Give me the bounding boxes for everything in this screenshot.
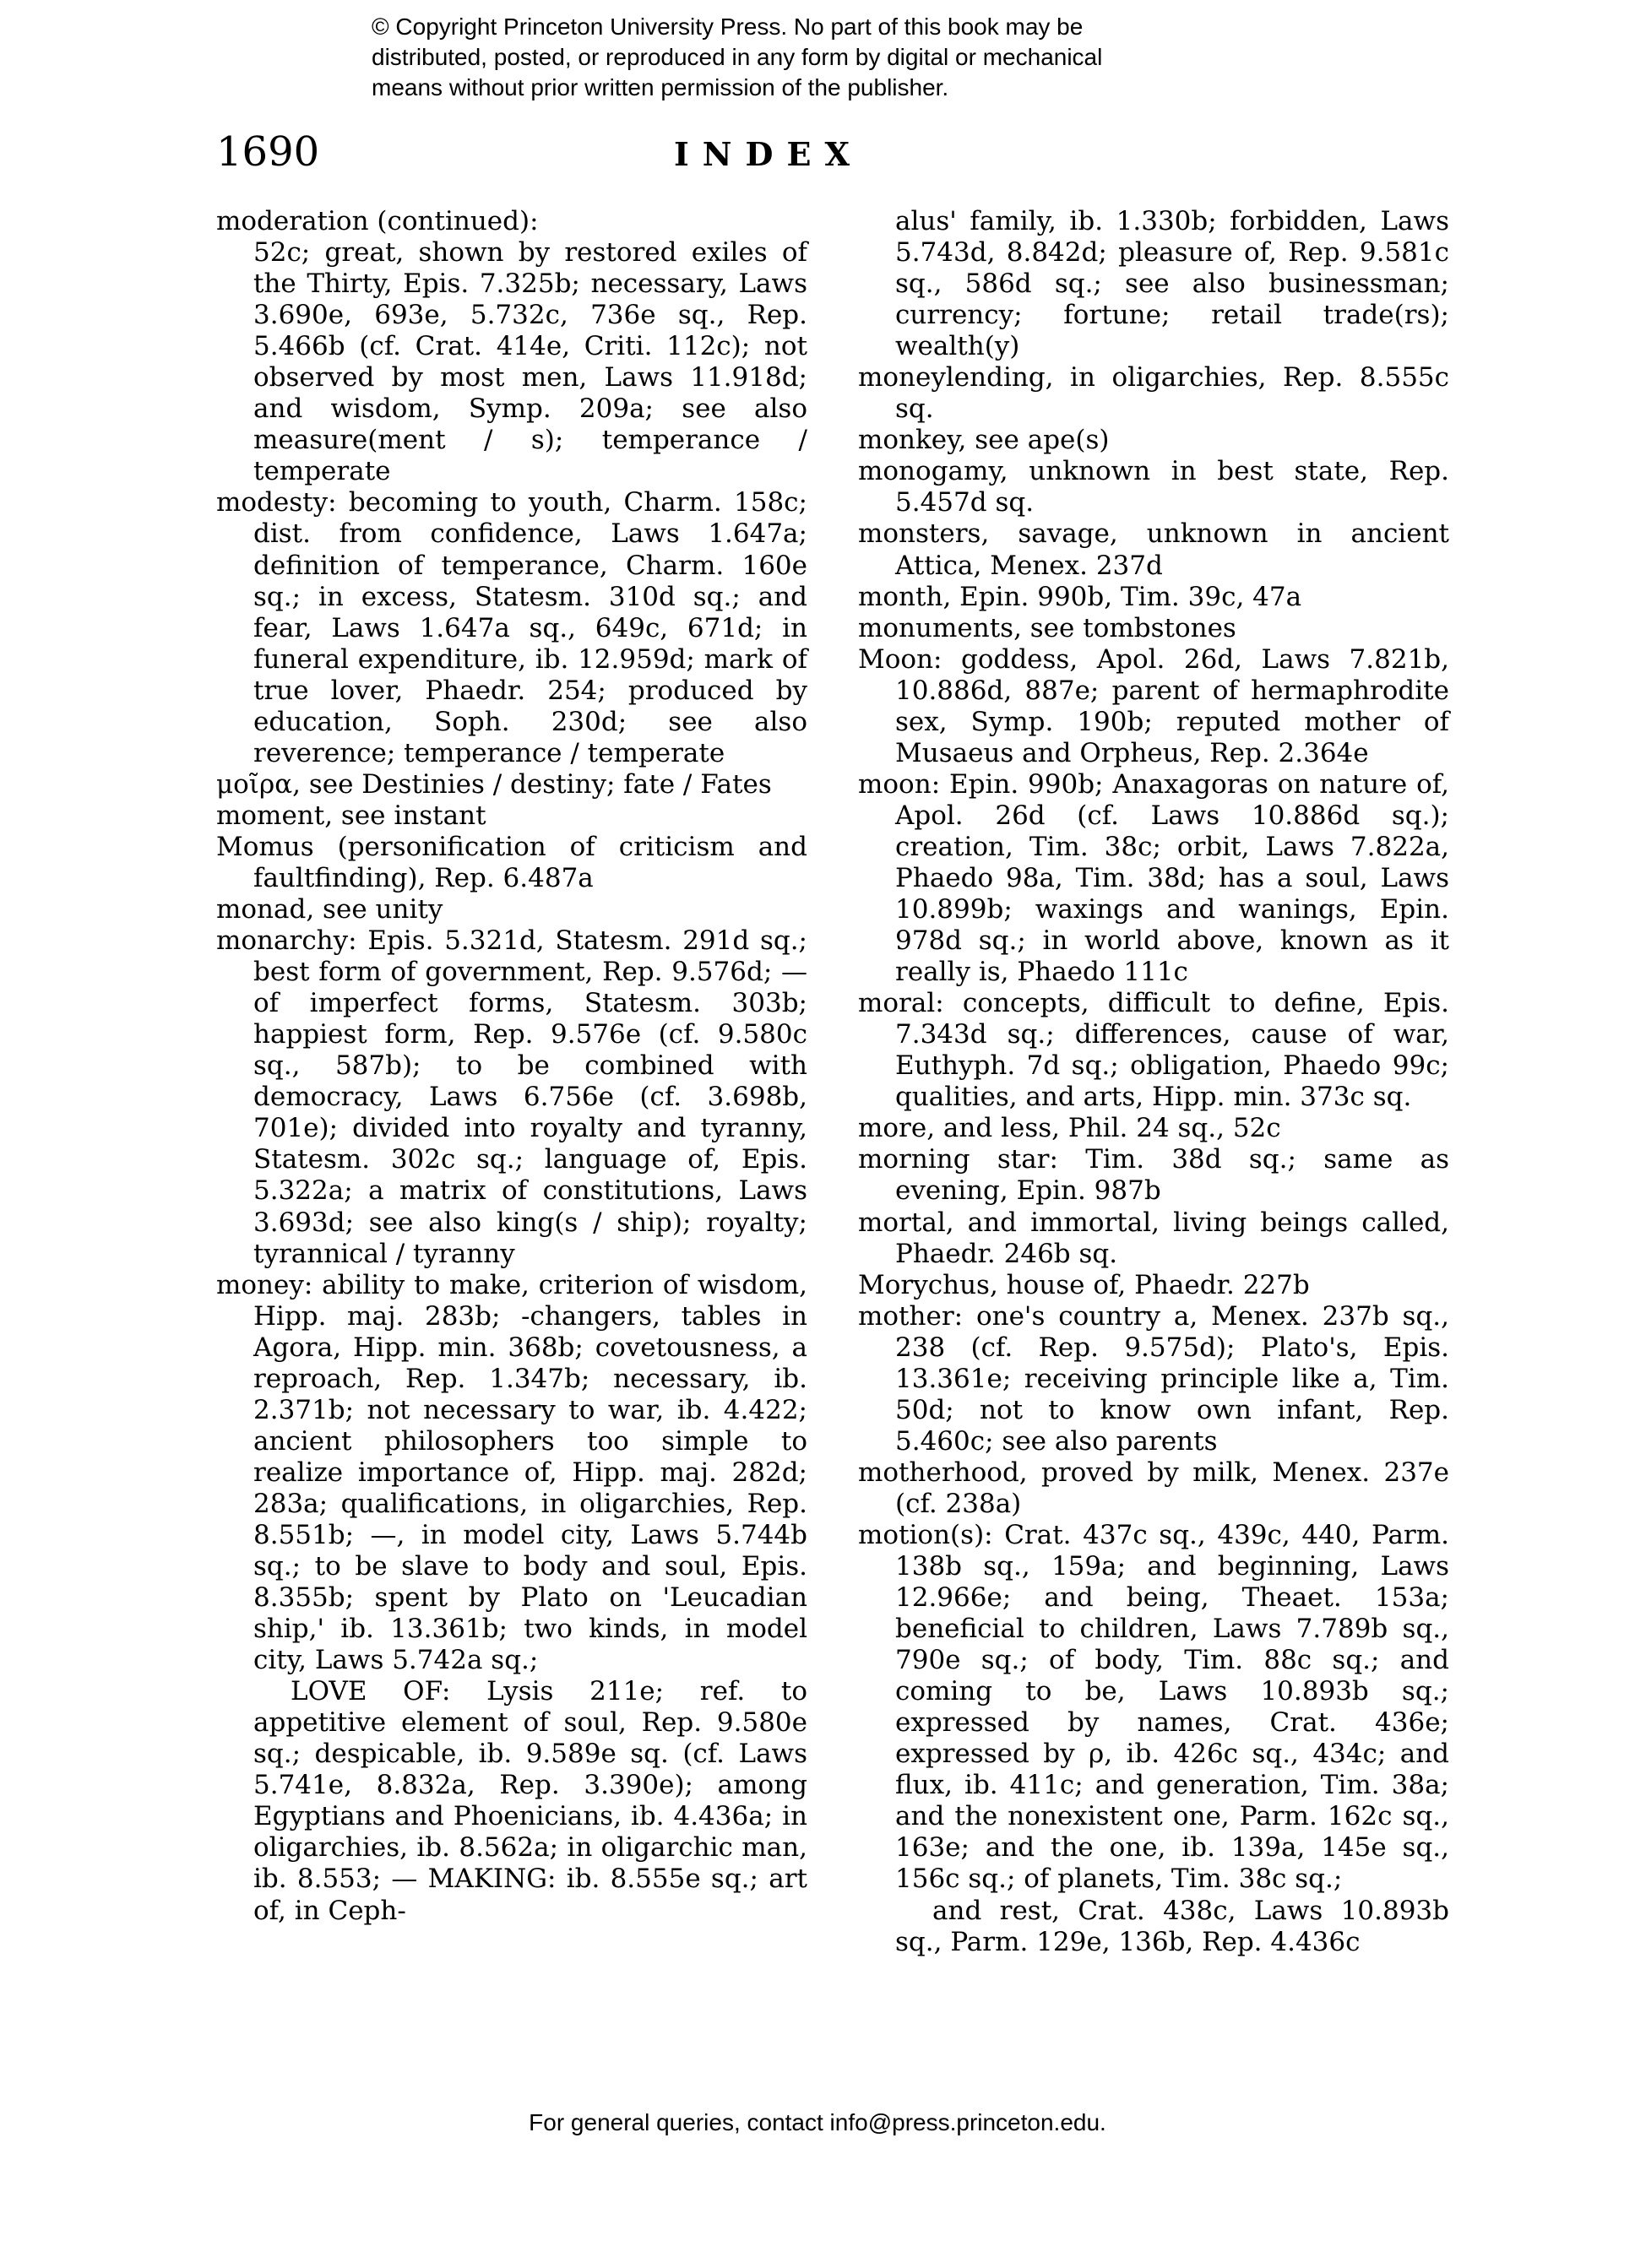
index-entry: modesty: becoming to youth, Charm. 158c; dist. from confidence, Laws 1.647a; definition of temperance, Charm. 160e sq.; in excess, Statesm. 310d sq.; and fear, Laws 1.647a sq., 649c, 671d; in funeral expenditure, ib. 12.959d; mark of true lover, Phaedr. 254; produced by education, Soph. 230d; see also reverence; temperance / temperate bbox=[216, 487, 807, 768]
copyright-line-3: means without prior written permission of the publisher. bbox=[372, 74, 949, 100]
index-entry: monsters, savage, unknown in ancient Attica, Menex. 237d bbox=[858, 518, 1449, 581]
index-entry: 52c; great, shown by restored exiles of the Thirty, Epis. 7.325b; necessary, Laws 3.690e, 693e, 5.732c, 736e sq., Rep. 5.466b (cf. Crat. 414e, Criti. 112c); not observed by most men, Laws 11.918d; and wisdom, Symp. 209a; see also measure(ment / s); temperance / temperate bbox=[253, 237, 807, 487]
footer-contact: For general queries, contact info@press.princeton.edu. bbox=[529, 2109, 1106, 2135]
index-entry: moon: Epin. 990b; Anaxagoras on nature of, Apol. 26d (cf. Laws 10.886d sq.); creation, Tim. 38c; orbit, Laws 7.822a, Phaedo 98a, Tim. 38d; has a soul, Laws 10.899b; waxings and wanings, Epin. 978d sq.; in world above, known as it really is, Phaedo 111c bbox=[858, 768, 1449, 988]
index-entry: LOVE OF: Lysis 211e; ref. to appetitive element of soul, Rep. 9.580e sq.; despicable, ib. 9.589e sq. (cf. Laws 5.741e, 8.832a, Rep. 3.390e); among Egyptians and Phoenicians, ib. 4.436a; in oligarchies, ib. 8.562a; in oligarchic man, ib. 8.553; — MAKING: ib. 8.555e sq.; art of, in Ceph- bbox=[253, 1676, 807, 1926]
index-entry: motherhood, proved by milk, Menex. 237e (cf. 238a) bbox=[858, 1457, 1449, 1519]
page-number: 1690 bbox=[216, 128, 320, 176]
index-entry: moral: concepts, difficult to define, Epis. 7.343d sq.; differences, cause of war, Euthyph. 7d sq.; obligation, Phaedo 99c; qualities, and arts, Hipp. min. 373c sq. bbox=[858, 988, 1449, 1113]
index-entry: moneylending, in oligarchies, Rep. 8.555c sq. bbox=[858, 362, 1449, 425]
index-column-left bbox=[216, 206, 807, 1927]
index-entry: morning star: Tim. 38d sq.; same as evening, Epin. 987b bbox=[858, 1144, 1449, 1207]
copyright-notice bbox=[372, 12, 1216, 103]
index-entry: and rest, Crat. 438c, Laws 10.893b sq., Parm. 129e, 136b, Rep. 4.436c bbox=[895, 1895, 1449, 1957]
index-entry: moment, see instant bbox=[216, 800, 486, 831]
index-entry: monogamy, unknown in best state, Rep. 5.457d sq. bbox=[858, 456, 1449, 518]
index-entry: motion(s): Crat. 437c sq., 439c, 440, Parm. 138b sq., 159a; and beginning, Laws 12.966e; and being, Theaet. 153a; beneficial to children, Laws 7.789b sq., 790e sq.; of body, Tim. 88c sq.; and coming to be, Laws 10.893b sq.; expressed by names, Crat. 436e; expressed by ρ, ib. 426c sq., 434c; and flux, ib. 411c; and generation, Tim. 38a; and the nonexistent one, Parm. 162c sq., 163e; and the one, ib. 139a, 145e sq., 156c sq.; of planets, Tim. 38c sq.; bbox=[858, 1519, 1449, 1895]
index-entry: alus' family, ib. 1.330b; forbidden, Laws 5.743d, 8.842d; pleasure of, Rep. 9.581c sq., 586d sq.; see also businessman; currency; fortune; retail trade(rs); wealth(y) bbox=[895, 206, 1449, 362]
index-entry: mother: one's country a, Menex. 237b sq., 238 (cf. Rep. 9.575d); Plato's, Epis. 13.361e; receiving principle like a, Tim. 50d; not to know own infant, Rep. 5.460c; see also parents bbox=[858, 1300, 1449, 1457]
index-entry: monkey, see ape(s) bbox=[858, 425, 1110, 456]
index-entry: Moon: goddess, Apol. 26d, Laws 7.821b, 10.886d, 887e; parent of hermaphrodite sex, Symp. 190b; reputed mother of Musaeus and Orpheus, Rep. 2.364e bbox=[858, 643, 1449, 768]
index-entry: mortal, and immortal, living beings called, Phaedr. 246b sq. bbox=[858, 1207, 1449, 1269]
running-title: INDEX bbox=[674, 135, 863, 173]
copyright-line-2: distributed, posted, or reproduced in any form by digital or mechanical bbox=[372, 44, 1103, 70]
index-entry: Morychus, house of, Phaedr. 227b bbox=[858, 1269, 1310, 1300]
index-entry: money: ability to make, criterion of wisdom, Hipp. maj. 283b; -changers, tables in Agora, Hipp. min. 368b; covetousness, a reproach, Rep. 1.347b; necessary, ib. 2.371b; not necessary to war, ib. 4.422; ancient philosophers too simple to realize importance of, Hipp. maj. 282d; 283a; qualifications, in oligarchies, Rep. 8.551b; —, in model city, Laws 5.744b sq.; to be slave to body and soul, Epis. 8.355b; spent by Plato on 'Leucadian ship,' ib. 13.361b; two kinds, in model city, Laws 5.742a sq.; bbox=[216, 1269, 807, 1676]
index-entry: Momus (personification of criticism and faultfinding), Rep. 6.487a bbox=[216, 831, 807, 893]
index-entry: monarchy: Epis. 5.321d, Statesm. 291d sq.; best form of government, Rep. 9.576d; — of imperfect forms, Statesm. 303b; happiest form, Rep. 9.576e (cf. 9.580c sq., 587b); to be combined with democracy, Laws 6.756e (cf. 3.698b, 701e); divided into royalty and tyranny, Statesm. 302c sq.; language of, Epis. 5.322a; a matrix of constitutions, Laws 3.693d; see also king(s / ship); royalty; tyrannical / tyranny bbox=[216, 925, 807, 1269]
index-entry: moderation (continued): bbox=[216, 206, 539, 236]
copyright-line-1: © Copyright Princeton University Press. No part of this book may be bbox=[372, 14, 1084, 40]
index-column-right bbox=[858, 206, 1449, 1958]
index-entry: monuments, see tombstones bbox=[858, 612, 1236, 643]
index-entry: more, and less, Phil. 24 sq., 52c bbox=[858, 1113, 1281, 1144]
index-entry: monad, see unity bbox=[216, 894, 443, 925]
index-entry: month, Epin. 990b, Tim. 39c, 47a bbox=[858, 581, 1302, 612]
index-entry: μοῖρα, see Destinies / destiny; fate / Fates bbox=[216, 768, 772, 800]
